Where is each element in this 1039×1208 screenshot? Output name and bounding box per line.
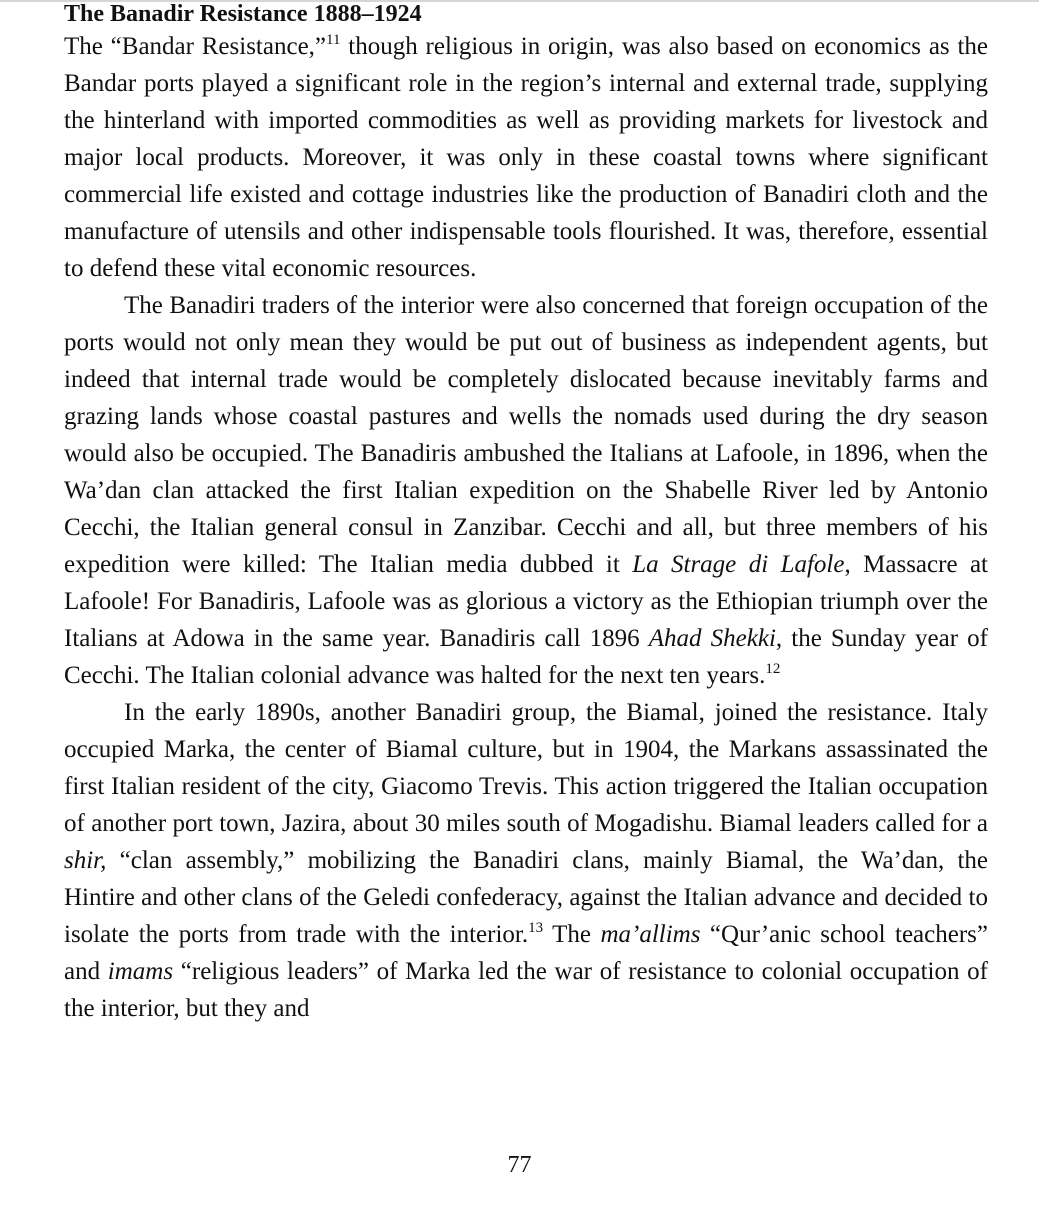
paragraph-3 xyxy=(64,694,988,1027)
text-run: In the early 1890s, another Banadiri group, the Biamal, joined the resistance. Italy occupied Marka, the center of Biamal culture, but in 1904, the Markans assassinated the first Italian resident of the city, Giacomo Trevis. This action triggered the Italian occupation of another port town, Jazira, about 30 miles south of Mogadishu. Biamal leaders called for a xyxy=(64,699,988,837)
footnote-marker: 12 xyxy=(765,661,781,677)
text-run: , the Sunday year of Cecchi. The Italian colonial advance was halted for the next ten years. xyxy=(64,625,988,689)
italic-phrase: shir, xyxy=(64,847,107,874)
italic-phrase: ma’allims xyxy=(600,921,701,948)
text-run: though religious in origin, was also based on economics as the Bandar ports played a significant role in the region’s internal and external trade, supplying the hinterland with imported commodities as well as providing markets for livestock and major local products. Moreover, it was only in these coastal towns where significant commercial life existed and cottage industries like the production of Banadiri cloth and the manufacture of utensils and other indispensable tools flourished. It was, therefore, essential to defend these vital economic resources. xyxy=(64,33,988,282)
page-number: 77 xyxy=(507,1152,532,1178)
footnote-marker: 13 xyxy=(528,920,544,936)
italic-phrase: Ahad Shekki xyxy=(648,625,776,652)
italic-phrase: imams xyxy=(107,958,174,985)
text-run: “religious leaders” of Marka led the war of resistance to colonial occupation of the interior, but they and xyxy=(64,958,988,1022)
text-run: “Qur’anic school teachers” and xyxy=(64,921,988,985)
text-run: The “Bandar Resistance,” xyxy=(64,33,327,60)
text-run: , Massacre at Lafoole! For Banadiris, Lafoole was as glorious a victory as the Ethiopian triumph over the Italians at Adowa in the same year. Banadiris call 1896 xyxy=(64,551,988,652)
book-page xyxy=(64,0,988,1027)
italic-phrase: La Strage di Lafole xyxy=(632,551,845,578)
text-run: “clan assembly,” mobilizing the Banadiri clans, mainly Biamal, the Wa’dan, the Hintire and other clans of the Geledi confederacy, against the Italian advance and decided to isolate the ports from trade with the interior. xyxy=(64,847,988,948)
footnote-marker: 11 xyxy=(326,32,341,48)
paragraph-1 xyxy=(64,28,988,287)
paragraph-2 xyxy=(64,287,988,694)
section-heading: The Banadir Resistance 1888–1924 xyxy=(64,1,422,27)
text-run: The Banadiri traders of the interior were also concerned that foreign occupation of the ports would not only mean they would be put out of business as independent agents, but indeed that internal trade would be completely dislocated because inevitably farms and grazing lands whose coastal pastures and wells the nomads used during the dry season would also be occupied. The Banadiris ambushed the Italians at Lafoole, in 1896, when the Wa’dan clan attacked the first Italian expedition on the Shabelle River led by Antonio Cecchi, the Italian general consul in Zanzibar. Cecchi and all, but three members of his expedition were killed: The Italian media dubbed it xyxy=(64,292,988,578)
text-run: The xyxy=(543,921,601,948)
